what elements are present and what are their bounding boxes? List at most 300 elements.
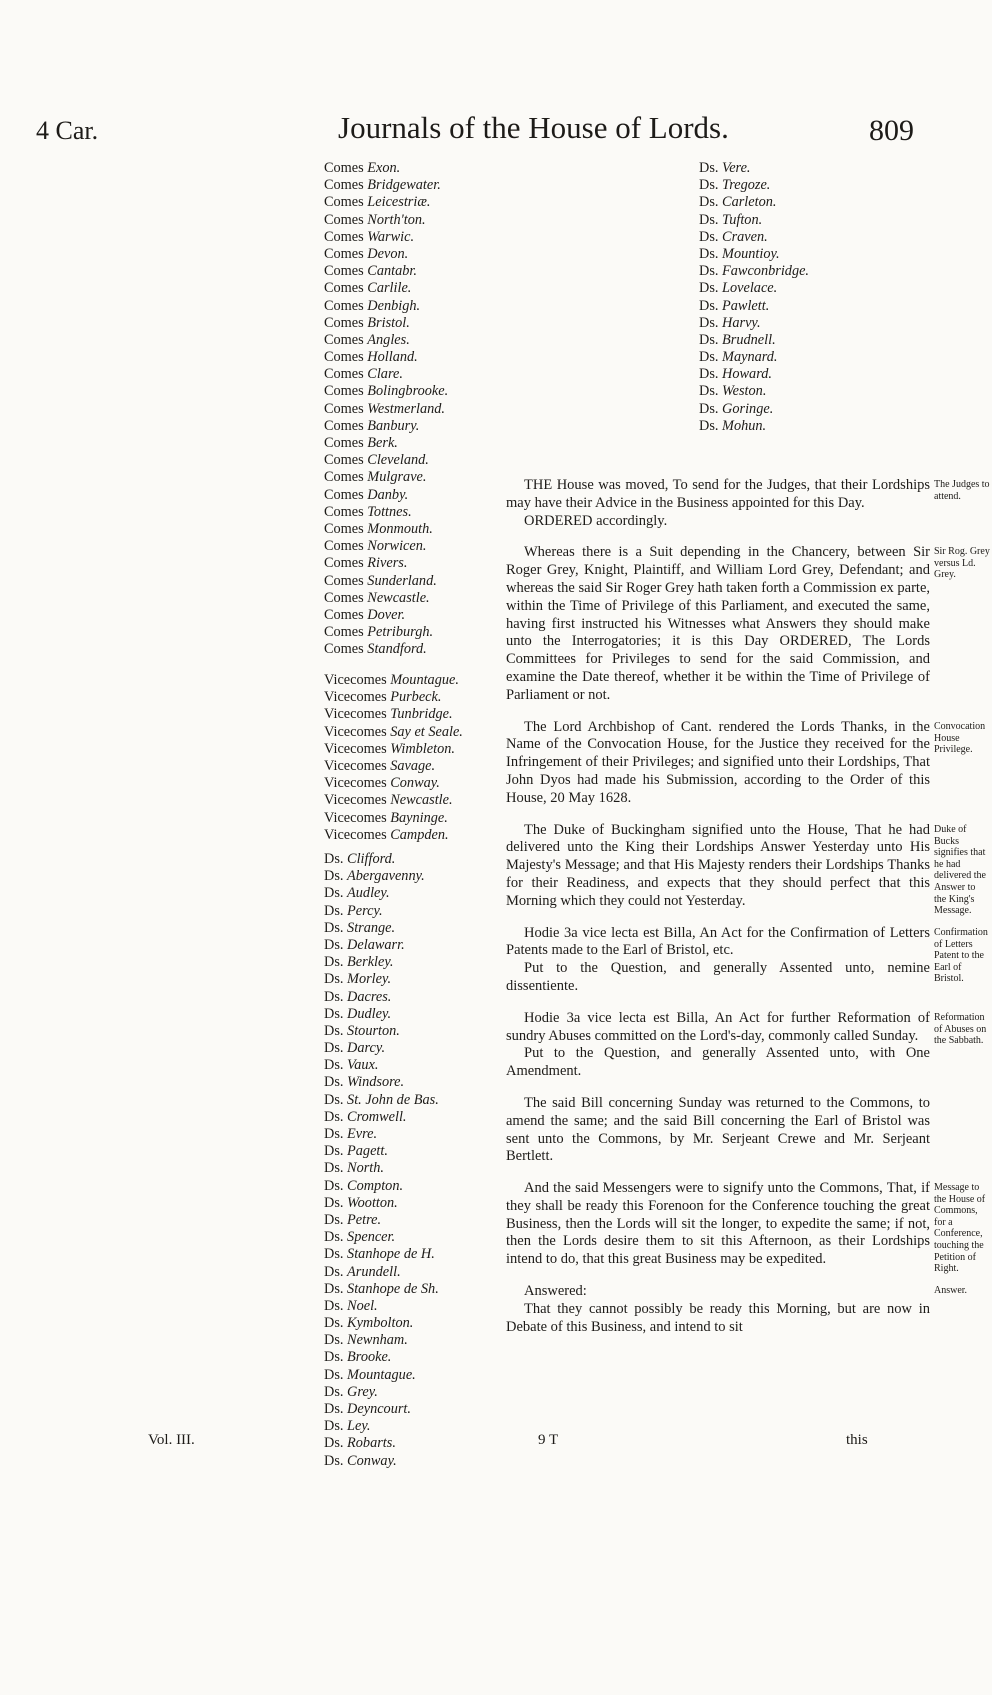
lord-entry (324, 810, 463, 827)
signature-mark: 9 T (538, 1432, 559, 1448)
lord-entry (324, 954, 439, 971)
lord-name: Howard. (722, 366, 772, 383)
lord-entry (699, 332, 809, 349)
lord-title: Comes (324, 520, 368, 537)
lord-name: Newcastle. (367, 589, 430, 606)
lord-title: Comes (324, 400, 368, 417)
lord-title: Vicecomes (324, 792, 391, 809)
lords-list-domini (324, 851, 439, 1470)
lord-title: Ds. (324, 988, 348, 1005)
lord-entry (324, 555, 448, 572)
lord-name: Dudley. (347, 1005, 392, 1022)
lord-name: Standford. (367, 641, 427, 658)
lord-title: Ds. (324, 1366, 348, 1383)
lord-title: Ds. (324, 1229, 348, 1246)
lord-title: Vicecomes (324, 689, 391, 706)
lord-name: Evre. (347, 1126, 378, 1142)
lord-title: Ds. (324, 1057, 348, 1074)
margin-note: Convocation House Privilege. (934, 721, 986, 756)
lord-name: Pawlett. (722, 297, 770, 314)
lord-title: Ds. (324, 1074, 348, 1091)
lord-title: Comes (324, 417, 368, 434)
lord-entry (324, 1023, 439, 1040)
lord-title: Ds. (699, 366, 723, 383)
lord-name: Clifford. (347, 851, 396, 867)
lord-name: Darcy. (347, 1040, 386, 1057)
lord-name: Dacres. (347, 988, 392, 1005)
page-number: 809 (869, 114, 914, 147)
lord-title: Ds. (324, 1160, 348, 1177)
entry-text: The said Bill concerning Sunday was returned to the Commons, to amend the same; and the said Bill concerning the Earl of Bristol was sent unto the Commons, by Mr. Serjeant Crewe and Mr. Serjeant Bertlett. (506, 1094, 930, 1165)
lord-title: Ds. (324, 1349, 348, 1366)
lord-name: Morley. (347, 971, 392, 988)
lord-entry (324, 194, 448, 211)
lord-name: Banbury. (367, 417, 420, 434)
lord-name: Ley. (347, 1418, 371, 1435)
lord-name: Robarts. (347, 1435, 396, 1452)
lord-title: Ds. (324, 1091, 348, 1108)
lord-name: Kymbolton. (347, 1315, 414, 1332)
lord-name: Audley. (347, 885, 390, 902)
lord-title: Vicecomes (324, 809, 391, 826)
journal-entry (506, 925, 930, 996)
lord-name: Newnham. (347, 1332, 408, 1349)
lord-entry (699, 349, 809, 366)
lord-title: Ds. (324, 1297, 348, 1314)
margin-note: Reformation of Abuses on the Sabbath. (934, 1012, 987, 1047)
lord-title: Ds. (324, 936, 348, 953)
lord-entry (699, 246, 809, 263)
lord-name: Berkley. (347, 954, 394, 971)
entry-text: Answered: (524, 1283, 587, 1300)
lord-name: Craven. (722, 228, 768, 245)
lord-name: Goringe. (722, 400, 774, 417)
lord-title: Vicecomes (324, 672, 391, 688)
lord-entry (324, 1367, 439, 1384)
lord-title: Ds. (699, 245, 723, 262)
lord-entry (324, 573, 448, 590)
lord-name: Carleton. (722, 194, 777, 211)
lord-entry (324, 1109, 439, 1126)
lord-name: Newcastle. (390, 792, 453, 809)
lord-entry (324, 538, 448, 555)
lord-title: Ds. (324, 1246, 348, 1263)
lord-title: Comes (324, 297, 368, 314)
lord-name: Cromwell. (347, 1108, 407, 1125)
lord-title: Comes (324, 538, 368, 555)
lord-name: Conway. (347, 1452, 397, 1469)
lord-name: Savage. (390, 757, 436, 774)
lord-name: Warwic. (367, 228, 415, 245)
lord-entry (324, 349, 448, 366)
lord-title: Vicecomes (324, 826, 391, 843)
lord-entry (324, 469, 448, 486)
lord-title: Comes (324, 314, 368, 331)
lord-name: Percy. (347, 902, 383, 919)
lord-name: North'ton. (367, 211, 426, 228)
lord-name: Strange. (347, 919, 396, 936)
lord-title: Vicecomes (324, 723, 391, 740)
lord-title: Ds. (324, 1418, 348, 1435)
lord-name: Mohun. (722, 417, 767, 434)
lord-title: Ds. (324, 885, 348, 902)
lord-entry (324, 1264, 439, 1281)
lord-entry (324, 383, 448, 400)
lord-title: Ds. (699, 331, 723, 348)
lord-entry (324, 298, 448, 315)
lord-entry (699, 160, 809, 177)
lord-name: Carlile. (367, 280, 412, 297)
journal-entry (506, 1010, 930, 1081)
lord-title: Comes (324, 177, 368, 194)
lord-entry (324, 1349, 439, 1366)
lords-list-vicecomites (324, 672, 463, 844)
lord-entry (699, 212, 809, 229)
lord-title: Comes (324, 486, 368, 503)
lord-entry (324, 706, 463, 723)
lord-entry (324, 920, 439, 937)
lord-title: Ds. (324, 1263, 348, 1280)
lord-title: Comes (324, 228, 368, 245)
lord-name: Pagett. (347, 1143, 388, 1160)
lord-entry (324, 1074, 439, 1091)
lord-name: Fawconbridge. (722, 263, 810, 280)
lord-entry (324, 1160, 439, 1177)
lord-title: Ds. (699, 263, 723, 280)
lord-name: Danby. (367, 486, 409, 503)
lord-title: Comes (324, 469, 368, 486)
lord-name: Deyncourt. (347, 1401, 411, 1417)
lord-entry (699, 383, 809, 400)
lord-title: Ds. (324, 1435, 348, 1452)
lord-name: Mulgrave. (367, 469, 427, 486)
lord-title: Comes (324, 503, 368, 520)
lord-title: Comes (324, 211, 368, 228)
lord-entry (324, 1143, 439, 1160)
lord-title: Vicecomes (324, 706, 391, 723)
lord-title: Ds. (324, 1332, 348, 1349)
lords-list-domini-continued (699, 160, 809, 435)
lord-name: Mountague. (347, 1366, 416, 1383)
lord-entry (699, 315, 809, 332)
lord-entry (324, 741, 463, 758)
lord-entry (324, 1178, 439, 1195)
lord-entry (324, 1212, 439, 1229)
lord-entry (324, 504, 448, 521)
lord-entry (324, 1126, 439, 1143)
lord-title: Ds. (324, 1194, 348, 1211)
journal-entry (506, 1095, 930, 1166)
lord-entry (324, 1281, 439, 1298)
entry-text: Whereas there is a Suit depending in the Chancery, between Sir Roger Grey, Knight, Plaintiff, and William Lord Grey, Defendant; and whereas the said Sir Roger Grey hath taken forth a Commission ex parte, within the Time of Privilege of this Parliament, and executed the same, having first instructed his Witnesses what Answers they should make unto the Interrogatories; it is this Day ORDERED, The Lords Committees for Privileges to send for the said Commission, and examine the Date thereof, whether it be within the Time of Privilege of Parliament or not. (506, 544, 931, 703)
entry-text: Hodie 3a vice lecta est Billa, An Act for the Confirmation of Letters Patents made to the Earl of Bristol, etc. (506, 924, 930, 959)
margin-note: Message to the House of Commons, for a Conference, touching the Petition of Right. (934, 1182, 986, 1275)
lord-title: Comes (324, 606, 368, 623)
lord-name: Arundell. (347, 1263, 401, 1280)
journal-entry (506, 1180, 930, 1269)
lord-name: Leicestriæ. (367, 194, 431, 211)
lord-name: Wootton. (347, 1194, 398, 1211)
lord-entry (324, 971, 439, 988)
margin-note: Answer. (934, 1285, 968, 1296)
lord-name: Noel. (347, 1297, 378, 1314)
lord-name: Cleveland. (367, 452, 429, 469)
lord-name: Tregoze. (722, 177, 771, 194)
lord-entry (324, 868, 439, 885)
lord-entry (324, 160, 448, 177)
lord-entry (324, 689, 463, 706)
lord-title: Ds. (324, 1383, 348, 1400)
lord-name: Weston. (722, 383, 767, 400)
lord-name: Vaux. (347, 1057, 379, 1074)
entry-text: Put to the Question, and generally Assented unto, with One Amendment. (506, 1045, 930, 1080)
lord-title: Ds. (324, 1315, 348, 1332)
lord-title: Ds. (324, 1177, 348, 1194)
lord-title: Ds. (699, 160, 723, 176)
lord-title: Comes (324, 589, 368, 606)
lord-entry (324, 212, 448, 229)
lord-title: Comes (324, 383, 368, 400)
lord-entry (324, 1332, 439, 1349)
lord-name: Sunderland. (367, 572, 437, 589)
lord-entry (699, 263, 809, 280)
lord-entry (324, 1246, 439, 1263)
lord-entry (699, 177, 809, 194)
lord-name: Rivers. (367, 555, 408, 572)
entry-text: Put to the Question, and generally Assented unto, nemine dissentiente. (506, 960, 930, 994)
lord-name: Grey. (347, 1383, 378, 1400)
lord-name: Campden. (390, 826, 449, 843)
lord-entry (324, 1006, 439, 1023)
journal-body (506, 477, 930, 1350)
lord-name: Harvy. (722, 314, 761, 331)
lord-entry (324, 435, 448, 452)
lord-title: Ds. (324, 971, 348, 988)
lord-name: Bristol. (367, 314, 410, 331)
lord-entry (324, 641, 448, 658)
lord-title: Ds. (324, 902, 348, 919)
lord-entry (324, 672, 463, 689)
lord-name: Petriburgh. (367, 624, 434, 641)
lord-title: Ds. (699, 297, 723, 314)
lord-title: Vicecomes (324, 740, 391, 757)
lord-entry (324, 229, 448, 246)
lord-entry (324, 989, 439, 1006)
journal-entry (506, 544, 930, 704)
lord-name: Angles. (367, 331, 410, 348)
lord-name: Dover. (367, 606, 406, 623)
lord-entry (324, 1298, 439, 1315)
lord-entry (324, 607, 448, 624)
lord-name: Tottnes. (367, 503, 412, 520)
lord-name: Bolingbrooke. (367, 383, 449, 400)
lord-entry (324, 624, 448, 641)
lord-entry (699, 280, 809, 297)
entry-text: THE House was moved, To send for the Judges, that their Lordships may have their Advice in the Business appointed for this Day. (506, 477, 930, 511)
lord-name: Bridgewater. (367, 177, 441, 194)
lord-title: Ds. (699, 177, 723, 194)
lord-name: Monmouth. (367, 520, 433, 537)
lord-title: Ds. (699, 194, 723, 211)
lord-name: St. John de Bas. (347, 1091, 439, 1108)
lord-name: Mountague. (390, 672, 459, 688)
lord-entry (324, 1057, 439, 1074)
lord-name: Westmerland. (367, 400, 446, 417)
lord-title: Ds. (324, 1452, 348, 1469)
lord-entry (324, 263, 448, 280)
lord-entry (324, 1435, 439, 1452)
margin-note: The Judges to attend. (934, 479, 990, 502)
lord-name: Spencer. (347, 1229, 396, 1246)
lord-title: Ds. (324, 1211, 348, 1228)
lord-name: Berk. (367, 435, 398, 451)
journal-entry (506, 822, 930, 911)
lord-name: Wimbleton. (390, 740, 455, 757)
lord-title: Comes (324, 349, 368, 366)
lord-name: Tunbridge. (390, 706, 453, 723)
lord-entry (324, 246, 448, 263)
lord-title: Ds. (699, 280, 723, 297)
lord-title: Comes (324, 435, 368, 451)
lord-title: Vicecomes (324, 775, 391, 792)
lord-name: Stourton. (347, 1022, 400, 1039)
lord-name: Petre. (347, 1211, 382, 1228)
lord-entry (324, 315, 448, 332)
lord-entry (324, 1453, 439, 1470)
lord-entry (324, 775, 463, 792)
lord-entry (324, 851, 439, 868)
lord-name: Delawarr. (347, 936, 405, 953)
lord-title: Ds. (324, 954, 348, 971)
lord-title: Comes (324, 263, 368, 280)
lord-entry (324, 1384, 439, 1401)
lord-entry (324, 366, 448, 383)
lord-title: Comes (324, 160, 368, 176)
lord-name: Say et Seale. (390, 723, 463, 740)
lord-entry (699, 194, 809, 211)
lord-entry (324, 418, 448, 435)
lord-name: Stanhope de Sh. (347, 1280, 439, 1297)
journal-entry (506, 719, 930, 808)
entry-text: The Lord Archbishop of Cant. rendered the Lords Thanks, in the Name of the Convocation House, for the Justice they received for the Infringement of their Privileges; and signified unto their Lordships, That John Dyos had made his Submission, according to the Order of this House, 20 May 1628. (506, 718, 930, 806)
lord-entry (324, 177, 448, 194)
lord-title: Comes (324, 331, 368, 348)
lord-title: Ds. (699, 349, 723, 366)
lord-title: Comes (324, 194, 368, 211)
lord-name: Devon. (367, 245, 409, 262)
lord-entry (699, 366, 809, 383)
lord-name: Brudnell. (722, 331, 776, 348)
lord-name: North. (347, 1160, 384, 1177)
lord-name: Bayninge. (390, 809, 448, 826)
lord-entry (324, 937, 439, 954)
lord-title: Ds. (324, 868, 348, 885)
lord-entry (324, 487, 448, 504)
margin-note: Duke of Bucks signifies that he had delivered the Answer to the King's Message. (934, 824, 986, 917)
lord-name: Clare. (367, 366, 403, 383)
lord-title: Comes (324, 624, 368, 641)
margin-note: Confirmation of Letters Patent to the Earl of Bristol. (934, 927, 988, 985)
lord-name: Compton. (347, 1177, 404, 1194)
lord-name: Brooke. (347, 1349, 392, 1366)
lord-entry (324, 885, 439, 902)
lords-list-comites (324, 160, 448, 658)
lord-name: Cantabr. (367, 263, 417, 280)
lord-entry (699, 401, 809, 418)
lord-name: Exon. (367, 160, 401, 176)
lord-title: Ds. (699, 383, 723, 400)
lord-entry (324, 590, 448, 607)
catchword: this (846, 1432, 868, 1448)
lord-title: Ds. (699, 417, 723, 434)
lord-entry (324, 1040, 439, 1057)
lord-entry (324, 401, 448, 418)
lord-entry (324, 1401, 439, 1418)
lord-name: Denbigh. (367, 297, 421, 314)
margin-note: Sir Rog. Grey versus Ld. Grey. (934, 546, 990, 581)
lord-title: Comes (324, 452, 368, 469)
lord-title: Vicecomes (324, 757, 391, 774)
lord-name: Maynard. (722, 349, 778, 366)
lord-entry (324, 1092, 439, 1109)
lord-entry (324, 1195, 439, 1212)
lord-name: Stanhope de H. (347, 1246, 435, 1263)
lord-entry (324, 724, 463, 741)
lord-name: Purbeck. (390, 689, 442, 706)
lord-entry (324, 827, 463, 844)
lord-title: Comes (324, 245, 368, 262)
lord-title: Ds. (324, 1040, 348, 1057)
lord-name: Mountioy. (722, 245, 780, 262)
volume-label: Vol. III. (148, 1432, 195, 1448)
lord-name: Windsore. (347, 1074, 405, 1091)
lord-title: Ds. (324, 1126, 348, 1142)
lord-entry (324, 903, 439, 920)
lord-title: Ds. (324, 1401, 348, 1417)
page-title: Journals of the House of Lords. (338, 110, 729, 145)
lord-title: Ds. (699, 314, 723, 331)
lord-name: Tufton. (722, 211, 763, 228)
lord-title: Ds. (324, 1005, 348, 1022)
entry-text: The Duke of Buckingham signified unto the House, That he had delivered unto the King their Lordships Answer Yesterday unto His Majesty's Message; and that His Majesty renders their Lordships Thanks for their Readiness, and expects that they should perfect that this Morning which they could not Yesterday. (506, 821, 930, 909)
lord-title: Comes (324, 555, 368, 572)
lord-title: Comes (324, 572, 368, 589)
lord-name: Abergavenny. (347, 868, 425, 885)
entry-text: ORDERED accordingly. (524, 512, 668, 529)
entry-text: Hodie 3a vice lecta est Billa, An Act for further Reformation of sundry Abuses committed on the Lord's-day, commonly called Sunday. (506, 1009, 930, 1044)
lord-title: Ds. (324, 1280, 348, 1297)
lord-entry (324, 521, 448, 538)
lord-entry (699, 229, 809, 246)
entry-text: And the said Messengers were to signify unto the Commons, That, if they shall be ready this Forenoon for the Conference touching the great Business, then the Lords will sit the longer, to expedite the same; if not, then the Lords desire them to sit this Afternoon, as their Lordships intend to do, that this great Business may be expedited. (506, 1180, 930, 1268)
lord-entry (699, 298, 809, 315)
lord-entry (324, 332, 448, 349)
lord-entry (324, 1229, 439, 1246)
lord-title: Comes (324, 366, 368, 383)
lord-title: Ds. (324, 1022, 348, 1039)
lord-entry (324, 280, 448, 297)
lord-name: Holland. (367, 349, 418, 366)
regnal-year: 4 Car. (36, 116, 99, 145)
lord-name: Conway. (390, 775, 440, 792)
journal-entry (506, 477, 930, 530)
lord-title: Ds. (324, 1143, 348, 1160)
lord-name: Norwicen. (367, 538, 427, 555)
lord-name: Vere. (722, 160, 751, 176)
lord-entry (324, 1418, 439, 1435)
entry-text: That they cannot possibly be ready this Morning, but are now in Debate of this Business, and intend to sit (506, 1300, 930, 1335)
lord-title: Ds. (324, 851, 348, 867)
